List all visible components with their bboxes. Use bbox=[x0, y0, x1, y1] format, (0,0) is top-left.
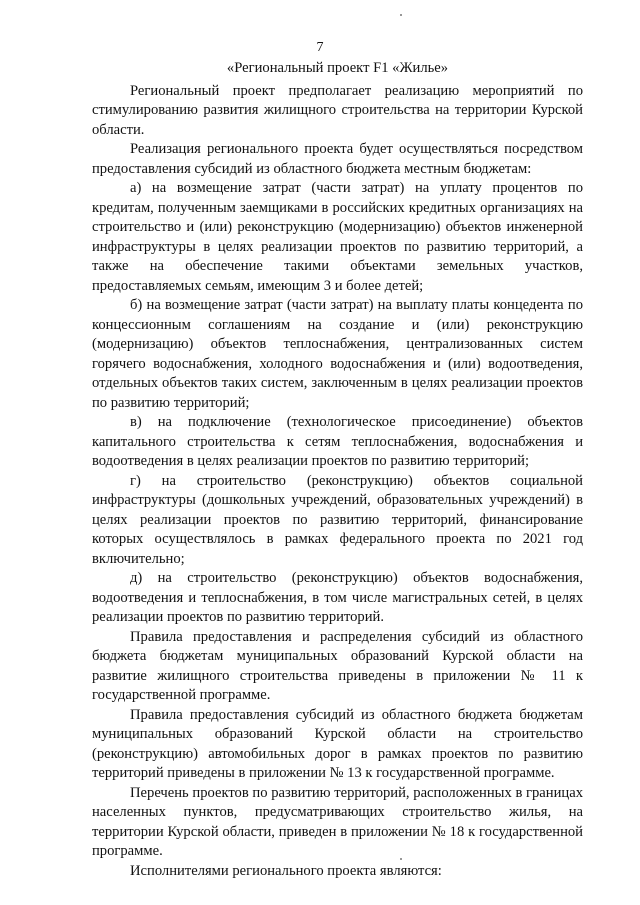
list-item-b: б) на возмещение затрат (части затрат) на выплату платы концедента по концессионным соглашениям на создание и (или) реконструкцию (модернизацию) объектов теплоснабжения, централизованных систем горячего водоснабжения, холодного водоснабжения и (или) водоотведения, отдельных объектов таких систем, заключенным в целях реализации проектов по развитию территорий; bbox=[92, 297, 583, 411]
list-item-d: д) на строительство (реконструкцию) объектов водоснабжения, водоотведения и теплоснабжения, в том числе магистральных сетей, в целях реализации проектов по развитию территорий. bbox=[92, 570, 583, 625]
section-title: «Региональный проект F1 «Жилье» bbox=[226, 60, 449, 76]
list-item-g: г) на строительство (реконструкцию) объектов социальной инфраструктуры (дошкольных учреждений, образовательных учреждений) в целях реализации проектов по развитию территорий, финансирование которых осуществлялось в рамках федерального проекта по 2021 год включительно; bbox=[92, 472, 583, 567]
page-number: 7 bbox=[316, 40, 324, 55]
document-body bbox=[92, 59, 583, 881]
paragraph-rules-appendix-13: Правила предоставления субсидий из областного бюджета бюджетам муниципальных образований Курской области на строительство (реконструкцию) автомобильных дорог в рамках проектов по развитию территорий приведены в приложении № 13 к государственной программе. bbox=[92, 706, 583, 781]
paragraph-rules-appendix-11: Правила предоставления и распределения субсидий из областного бюджета бюджетам муниципальных образований Курской области на развитие жилищного строительства приведены в приложении № 11 к государственной программе. bbox=[92, 628, 583, 703]
scan-speck bbox=[400, 858, 402, 860]
scan-speck bbox=[400, 14, 402, 16]
paragraph-intro: Региональный проект предполагает реализацию мероприятий по стимулированию развития жилищного строительства на территории Курской области. bbox=[92, 82, 583, 138]
paragraph-executors: Исполнителями регионального проекта являются: bbox=[130, 862, 442, 879]
list-item-v: в) на подключение (технологическое присоединение) объектов капитального строительства к сетям теплоснабжения, водоснабжения и водоотведения в целях реализации проектов по развитию территорий; bbox=[92, 414, 583, 469]
list-item-a: а) на возмещение затрат (части затрат) на уплату процентов по кредитам, полученным заемщиками в российских кредитных организациях на строительство и (или) реконструкцию (модернизацию) объектов инженерной инфраструктуры в целях реализации проектов по развитию территорий, а также на обеспечение такими объектами земельных участков, предоставляемых семьям, имеющим 3 и более детей; bbox=[92, 180, 583, 294]
paragraph-list-appendix-18: Перечень проектов по развитию территорий, расположенных в границах населенных пунктов, предусматривающих строительство жилья, на территории Курской области, приведен в приложении № 18 к государственной программе. bbox=[92, 784, 583, 859]
paragraph-implementation: Реализация регионального проекта будет осуществляться посредством предоставления субсидий из областного бюджета местным бюджетам: bbox=[92, 141, 583, 177]
